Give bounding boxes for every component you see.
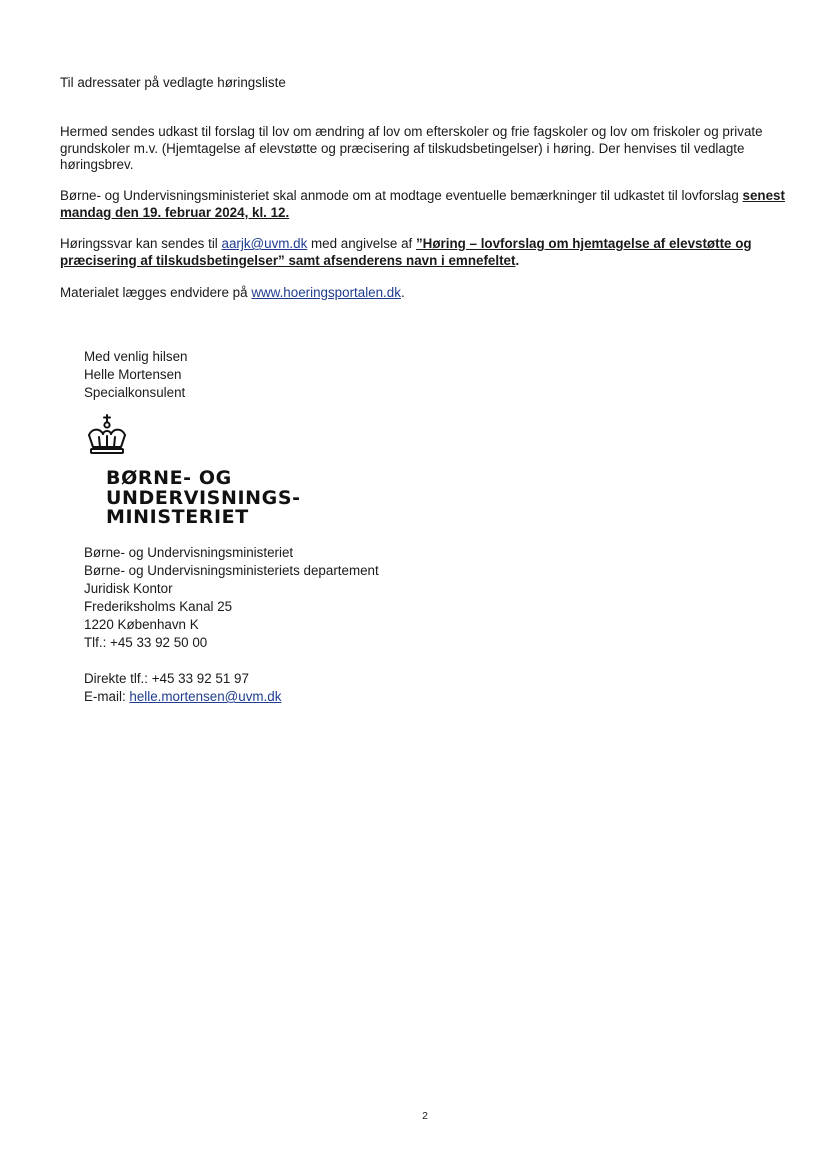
ministry-logo bbox=[84, 413, 324, 533]
deadline-text: Børne- og Undervisningsministeriet skal anmode om at modtage eventuelle bemærkninger til udkastet til lovforslag bbox=[60, 188, 743, 203]
response-email-link[interactable]: aarjk@uvm.dk bbox=[221, 236, 308, 251]
address-line-3: Juridisk Kontor bbox=[84, 581, 173, 596]
contact-email-label: E-mail: bbox=[84, 689, 130, 704]
logo-text bbox=[106, 469, 301, 528]
response-subject: ”Høring – lovforslag om hjemtagelse af elevstøtte og præcisering af tilskudsbetingelser” samt afsenderens navn i emnefeltet bbox=[60, 236, 752, 268]
response-middle: med angivelse af bbox=[307, 236, 416, 251]
response-prefix: Høringssvar kan sendes til bbox=[60, 236, 222, 251]
logo-line-3: MINISTERIET bbox=[106, 506, 249, 528]
signature-block bbox=[84, 349, 684, 402]
page-number: 2 bbox=[422, 1110, 428, 1122]
recipients-line: Til adressater på vedlagte høringsliste bbox=[60, 75, 286, 90]
deadline-paragraph bbox=[60, 188, 790, 221]
response-suffix: . bbox=[515, 252, 520, 268]
signature-title: Specialkonsulent bbox=[84, 385, 186, 400]
contact-email-line bbox=[84, 689, 684, 706]
address-line-1: Børne- og Undervisningsministeriet bbox=[84, 545, 294, 560]
deadline-date: senest mandag den 19. februar 2024, kl. 12. bbox=[60, 188, 785, 220]
intro-paragraph: Hermed sendes udkast til forslag til lov om ændring af lov om efterskoler og frie fagskoler og lov om friskoler og private grundskoler m.v. (Hjemtagelse af elevstøtte og præcisering af tilskudsbetingelser) i høring. Der henvises til vedlagte høringsbrev. bbox=[60, 124, 763, 172]
logo-line-1: BØRNE- OG bbox=[106, 467, 232, 489]
address-block bbox=[84, 545, 684, 652]
contact-block bbox=[84, 671, 684, 706]
logo-line-2: UNDERVISNINGS- bbox=[106, 486, 301, 509]
address-phone: Tlf.: +45 33 92 50 00 bbox=[84, 635, 208, 650]
address-line-5: 1220 København K bbox=[84, 617, 199, 632]
portal-prefix: Materialet lægges endvidere på bbox=[60, 285, 252, 300]
portal-suffix: . bbox=[400, 285, 405, 300]
crown-icon bbox=[84, 413, 130, 455]
response-paragraph bbox=[60, 236, 790, 269]
address-line-2: Børne- og Undervisningsministeriets departement bbox=[84, 563, 379, 578]
portal-link[interactable]: www.hoeringsportalen.dk bbox=[251, 285, 401, 300]
contact-email-link[interactable]: helle.mortensen@uvm.dk bbox=[129, 689, 282, 704]
address-line-4: Frederiksholms Kanal 25 bbox=[84, 599, 233, 614]
signature-name: Helle Mortensen bbox=[84, 367, 182, 382]
signature-greeting: Med venlig hilsen bbox=[84, 349, 188, 364]
contact-phone: Direkte tlf.: +45 33 92 51 97 bbox=[84, 671, 249, 686]
portal-paragraph bbox=[60, 285, 790, 302]
